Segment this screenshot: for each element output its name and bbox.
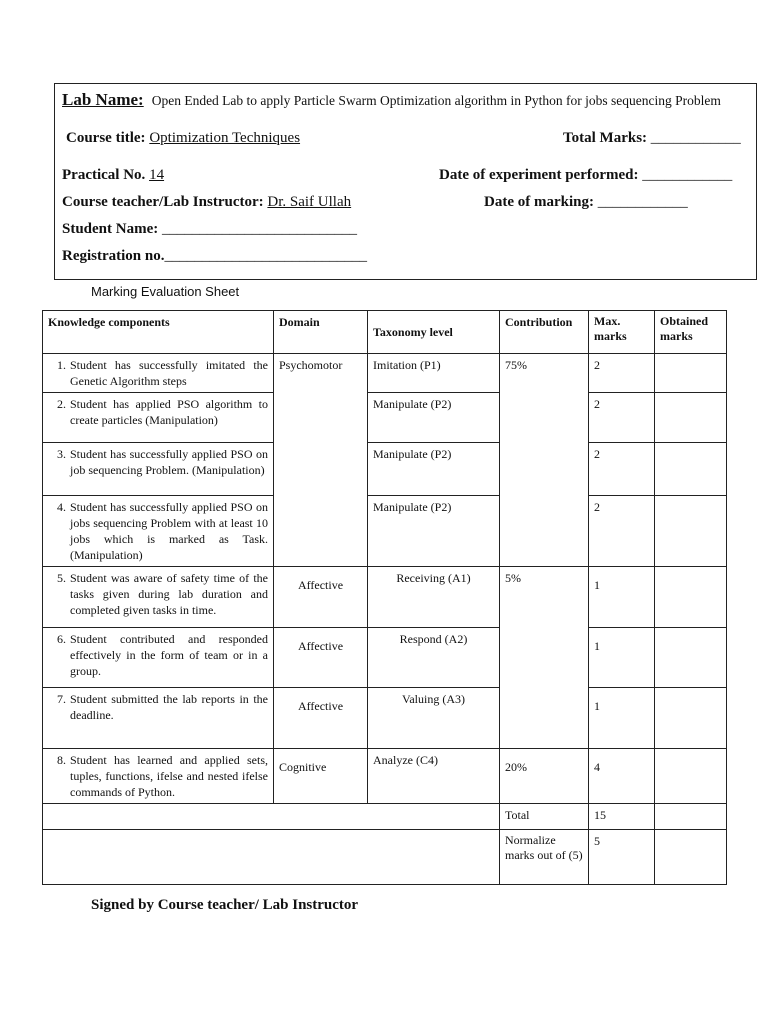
date-experiment-row (439, 167, 732, 184)
obtained-marks-cell[interactable] (655, 688, 727, 749)
taxonomy-cell: Imitation (P1) (368, 354, 500, 393)
taxonomy-cell: Valuing (A3) (368, 688, 500, 749)
knowledge-cell (43, 749, 274, 804)
registration-blank[interactable]: ___________________________ (164, 248, 367, 264)
row-text: Student has successfully applied PSO on job sequencing Problem. (Manipulation) (70, 447, 268, 477)
contribution-cell-psychomotor: 75% (500, 354, 589, 567)
row-text: Student submitted the lab reports in the deadline. (70, 692, 268, 722)
domain-cell: Cognitive (274, 749, 368, 804)
sheet-caption: Marking Evaluation Sheet (91, 284, 240, 299)
knowledge-cell (43, 443, 274, 496)
obtained-marks-cell[interactable] (655, 393, 727, 443)
course-title-value: Optimization Techniques (149, 130, 301, 146)
header-max-marks: Max. marks (589, 311, 655, 354)
registration-row (62, 248, 367, 265)
total-value: 15 (589, 804, 655, 830)
table-row (43, 688, 727, 749)
knowledge-cell (43, 628, 274, 688)
header-knowledge-components: Knowledge components (43, 311, 274, 354)
table-row (43, 749, 727, 804)
knowledge-cell (43, 393, 274, 443)
row-number: 6. (57, 632, 66, 646)
student-name-label: Student Name: (62, 221, 159, 237)
max-marks-cell: 1 (589, 688, 655, 749)
table-row (43, 354, 727, 393)
normalize-label: Normalize marks out of (5) (500, 830, 589, 885)
taxonomy-cell: Manipulate (P2) (368, 496, 500, 567)
normalize-row (43, 830, 727, 885)
student-name-row (62, 221, 357, 238)
total-marks-row (563, 130, 741, 147)
contribution-cell: 20% (500, 749, 589, 804)
max-marks-cell: 2 (589, 354, 655, 393)
normalize-value: 5 (589, 830, 655, 885)
total-label: Total (500, 804, 589, 830)
obtained-marks-cell[interactable] (655, 443, 727, 496)
registration-label: Registration no. (62, 248, 165, 264)
contribution-cell-affective: 5% (500, 567, 589, 749)
row-number: 3. (57, 447, 66, 461)
teacher-value: Dr. Saif Ullah (267, 194, 352, 210)
date-experiment-blank[interactable]: ____________ (642, 167, 733, 183)
taxonomy-cell: Manipulate (P2) (368, 443, 500, 496)
max-marks-cell: 2 (589, 443, 655, 496)
student-name-blank[interactable]: __________________________ (162, 221, 357, 237)
taxonomy-cell: Analyze (C4) (368, 749, 500, 804)
max-marks-cell: 1 (589, 628, 655, 688)
practical-row (62, 167, 164, 184)
knowledge-cell (43, 354, 274, 393)
row-text: Student contributed and responded effectively in the form of team or in a group. (70, 632, 268, 678)
header-contribution: Contribution (500, 311, 589, 354)
total-marks-label: Total Marks: (563, 130, 648, 146)
obtained-marks-cell[interactable] (655, 628, 727, 688)
header-taxonomy-level: Taxonomy level (368, 311, 500, 354)
max-marks-cell: 2 (589, 496, 655, 567)
row-number: 5. (57, 571, 66, 585)
marking-evaluation-table (42, 310, 727, 885)
row-number: 7. (57, 692, 66, 706)
table-header-row (43, 311, 727, 354)
row-text: Student has learned and applied sets, tuples, functions, ifelse and nested ifelse commands of Python. (70, 753, 268, 799)
row-text: Student has successfully applied PSO on jobs sequencing Problem with at least 10 jobs which is marked as Task. (Manipulation) (70, 500, 268, 562)
table-row (43, 567, 727, 628)
obtained-marks-cell[interactable] (655, 567, 727, 628)
max-marks-cell: 4 (589, 749, 655, 804)
course-title-row (66, 130, 300, 147)
lab-name-label: Lab Name: (62, 90, 144, 109)
domain-cell: Affective (274, 628, 368, 688)
domain-cell-psychomotor: Psychomotor (274, 354, 368, 567)
taxonomy-cell: Manipulate (P2) (368, 393, 500, 443)
header-obtained-marks: Obtained marks (655, 311, 727, 354)
row-number: 8. (57, 753, 66, 767)
knowledge-cell (43, 688, 274, 749)
row-number: 4. (57, 500, 66, 514)
total-obtained-cell[interactable] (655, 804, 727, 830)
practical-label: Practical No. (62, 167, 146, 183)
table-row (43, 496, 727, 567)
domain-cell: Affective (274, 688, 368, 749)
table-row (43, 628, 727, 688)
row-number: 1. (57, 358, 66, 372)
row-text: Student has applied PSO algorithm to create particles (Manipulation) (70, 397, 268, 427)
taxonomy-cell: Respond (A2) (368, 628, 500, 688)
row-text: Student was aware of safety time of the tasks given during lab duration and completed given tasks in time. (70, 571, 268, 617)
max-marks-cell: 2 (589, 393, 655, 443)
normalize-empty-cell (43, 830, 500, 885)
teacher-row (62, 194, 351, 211)
header-domain: Domain (274, 311, 368, 354)
domain-cell: Affective (274, 567, 368, 628)
taxonomy-cell: Receiving (A1) (368, 567, 500, 628)
date-marking-label: Date of marking: (484, 194, 594, 210)
knowledge-cell (43, 567, 274, 628)
lab-name-row (62, 90, 721, 110)
knowledge-cell (43, 496, 274, 567)
total-row (43, 804, 727, 830)
row-number: 2. (57, 397, 66, 411)
teacher-label: Course teacher/Lab Instructor: (62, 194, 264, 210)
date-experiment-label: Date of experiment performed: (439, 167, 639, 183)
table-row (43, 443, 727, 496)
lab-name-value: Open Ended Lab to apply Particle Swarm Optimization algorithm in Python for jobs sequencing Problem (151, 93, 721, 108)
obtained-marks-cell[interactable] (655, 354, 727, 393)
date-marking-blank[interactable]: ____________ (597, 194, 688, 210)
date-marking-row (484, 194, 688, 211)
total-marks-blank[interactable]: ____________ (650, 130, 741, 146)
row-text: Student has successfully imitated the Genetic Algorithm steps (70, 358, 268, 388)
signature-line: Signed by Course teacher/ Lab Instructor (91, 897, 359, 913)
table-row (43, 393, 727, 443)
normalize-obtained-cell[interactable] (655, 830, 727, 885)
total-empty-cell (43, 804, 500, 830)
course-title-label: Course title: (66, 130, 146, 146)
practical-value: 14 (149, 167, 165, 183)
obtained-marks-cell[interactable] (655, 496, 727, 567)
max-marks-cell: 1 (589, 567, 655, 628)
obtained-marks-cell[interactable] (655, 749, 727, 804)
